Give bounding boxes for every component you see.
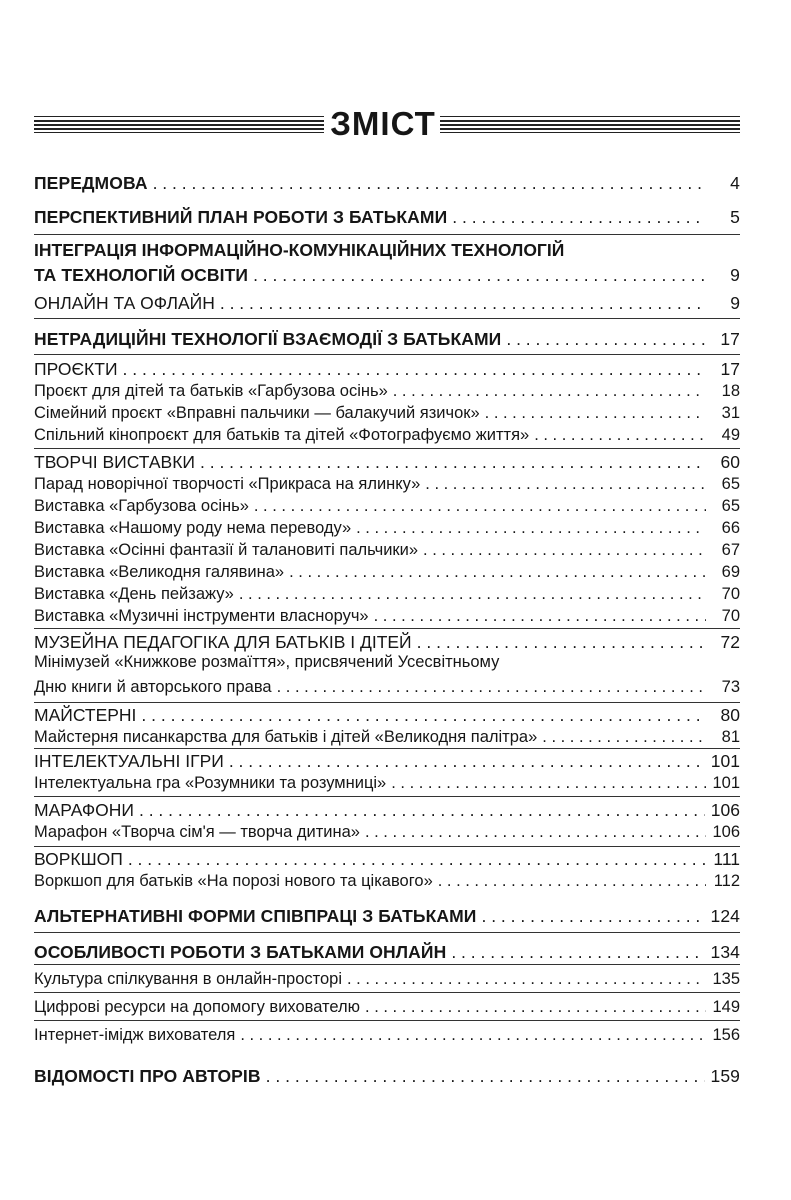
section-divider	[34, 1020, 740, 1021]
toc-entry-authors[interactable]: ВІДОМОСТІ ПРО АВТОРІВ . . . 159	[34, 1063, 740, 1087]
toc-entry-exhibition-kin[interactable]: Виставка «Нашому роду нема переводу» . . . 66	[34, 515, 740, 539]
section-divider	[34, 964, 740, 965]
toc-entry-game-smart[interactable]: Інтелектуальна гра «Розумники та розумниці» . . . 101	[34, 770, 740, 794]
toc-entry-exhibitions[interactable]: ТВОРЧІ ВИСТАВКИ . . . 60	[34, 449, 740, 473]
toc-entry-marathon-family[interactable]: Марафон «Творча сім'я — творча дитина» . . . 106	[34, 819, 740, 843]
toc-entry-minimuseum[interactable]: Дню книги й авторського права . . . 73	[34, 674, 740, 698]
toc-entry-exhibition-landscape[interactable]: Виставка «День пейзажу» . . . 70	[34, 581, 740, 605]
section-divider	[34, 318, 740, 319]
toc-entry-foreword[interactable]: ПЕРЕДМОВА . . . 4	[34, 170, 740, 194]
toc-entry-project-film[interactable]: Спільний кінопроєкт для батьків та дітей «Фотографуємо життя» . . . 49	[34, 422, 740, 446]
toc-entry-project-fingers[interactable]: Сімейний проєкт «Вправні пальчики — балакучий язичок» . . . 31	[34, 400, 740, 424]
toc-entry-exhibition-autumn[interactable]: Виставка «Осінні фантазії й талановиті пальчики» . . . 67	[34, 537, 740, 561]
toc-entry-ict-line1: ІНТЕГРАЦІЯ ІНФОРМАЦІЙНО-КОМУНІКАЦІЙНИХ ТЕХНОЛОГІЙ	[34, 240, 565, 260]
toc-entry-workshop-section[interactable]: ВОРКШОП . . . 111	[34, 846, 740, 870]
toc-entry-exhibition-instruments[interactable]: Виставка «Музичні інструменти власноруч» . . . 70	[34, 603, 740, 627]
section-divider	[34, 234, 740, 235]
toc-entry-workshops[interactable]: МАЙСТЕРНІ . . . 80	[34, 702, 740, 726]
toc-entry-nontraditional[interactable]: НЕТРАДИЦІЙНІ ТЕХНОЛОГІЇ ВЗАЄМОДІЇ З БАТЬКАМИ . . . 17	[34, 326, 740, 350]
toc-entry-parade[interactable]: Парад новорічної творчості «Прикраса на ялинку» . . . 65	[34, 471, 740, 495]
toc-entry-minimuseum-line1: Мінімузей «Книжкове розмаїття», присвячений Усесвітньому	[34, 653, 500, 671]
toc-entry-workshop-threshold[interactable]: Воркшоп для батьків «На порозі нового та цікавого» . . . 112	[34, 868, 740, 892]
toc-entry-communication-culture[interactable]: Культура спілкування в онлайн-просторі . . . 135	[34, 966, 740, 990]
section-divider	[34, 932, 740, 933]
section-divider	[34, 992, 740, 993]
toc-entry-museum[interactable]: МУЗЕЙНА ПЕДАГОГІКА ДЛЯ БАТЬКІВ І ДІТЕЙ . . . 72	[34, 629, 740, 653]
toc-entry-projects[interactable]: ПРОЄКТИ . . . 17	[34, 356, 740, 380]
toc-entry-ict[interactable]: ТА ТЕХНОЛОГІЙ ОСВІТИ . . . 9	[34, 262, 740, 286]
toc-entry-workshop-easter[interactable]: Майстерня писанкарства для батьків і дітей «Великодня палітра» . . . 81	[34, 724, 740, 748]
toc-entry-online-offline[interactable]: ОНЛАЙН ТА ОФЛАЙН . . . 9	[34, 290, 740, 314]
toc-entry-project-pumpkin[interactable]: Проєкт для дітей та батьків «Гарбузова осінь» . . . 18	[34, 378, 740, 402]
toc-entry-plan[interactable]: ПЕРСПЕКТИВНИЙ ПЛАН РОБОТИ З БАТЬКАМИ . . . 5	[34, 204, 740, 228]
toc-entry-intellectual-games[interactable]: ІНТЕЛЕКТУАЛЬНІ ІГРИ . . . 101	[34, 748, 740, 772]
page-title: ЗМІСТ	[330, 105, 436, 142]
section-divider	[34, 354, 740, 355]
toc-entry-digital-resources[interactable]: Цифрові ресурси на допомогу вихователю . . . 149	[34, 994, 740, 1018]
toc-entry-online-work[interactable]: ОСОБЛИВОСТІ РОБОТИ З БАТЬКАМИ ОНЛАЙН . . . 134	[34, 939, 740, 963]
toc-entry-exhibition-pumpkin[interactable]: Виставка «Гарбузова осінь» . . . 65	[34, 493, 740, 517]
toc-entry-alternative-forms[interactable]: АЛЬТЕРНАТИВНІ ФОРМИ СПІВПРАЦІ З БАТЬКАМИ . . . 124	[34, 903, 740, 927]
toc-entry-exhibition-easter[interactable]: Виставка «Великодня галявина» . . . 69	[34, 559, 740, 583]
toc-entry-marathons[interactable]: МАРАФОНИ . . . 106	[34, 797, 740, 821]
toc-entry-internet-image[interactable]: Інтернет-імідж вихователя . . . 156	[34, 1022, 740, 1046]
